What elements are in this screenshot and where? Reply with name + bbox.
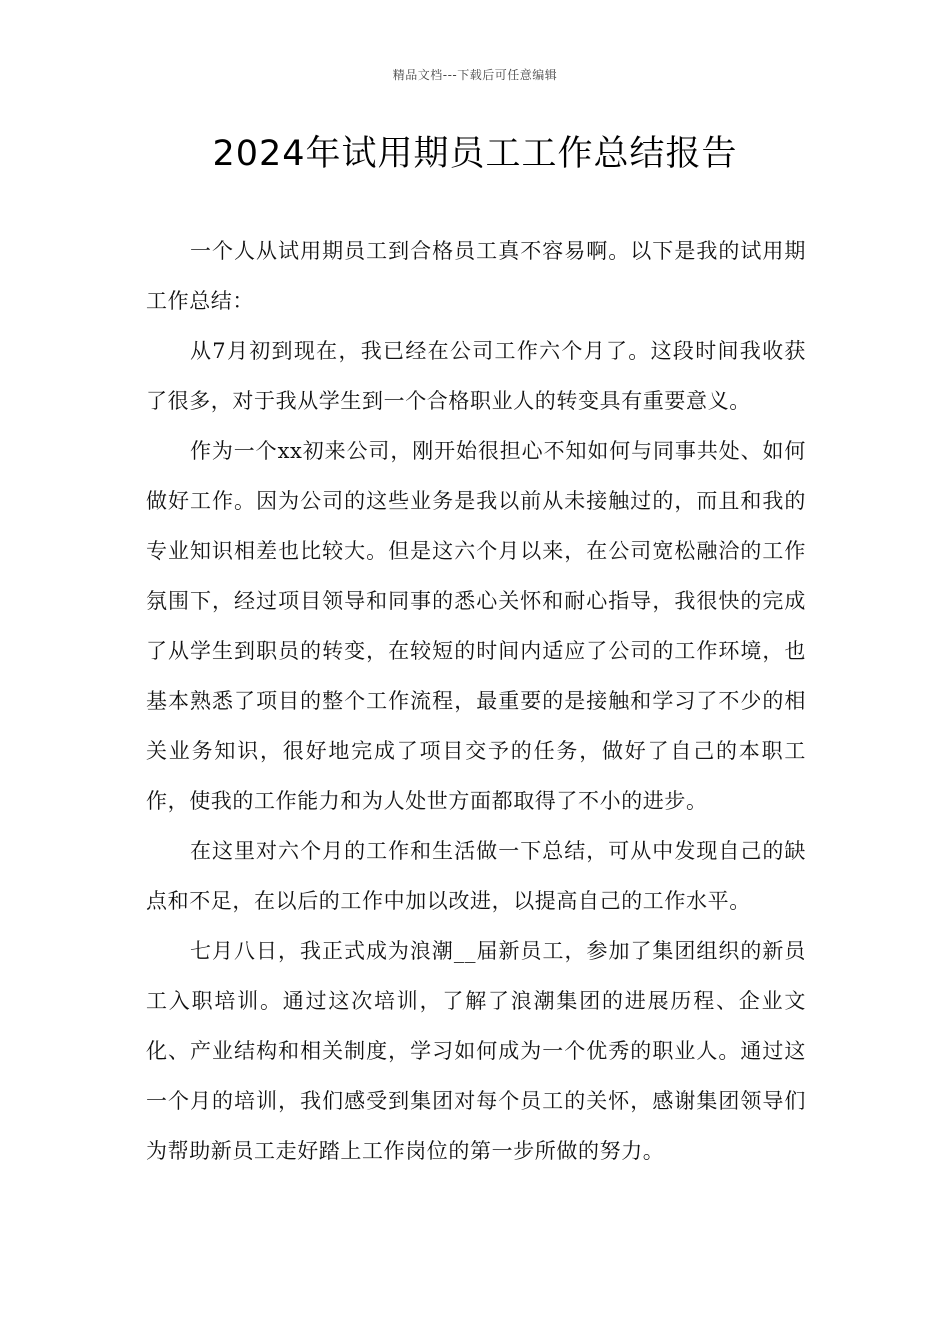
paragraph-4: 在这里对六个月的工作和生活做一下总结，可从中发现自己的缺点和不足，在以后的工作中加以改进，以提高自己的工作水平。 (146, 839, 806, 913)
header-note: 精品文档---下载后可任意编辑 (392, 68, 558, 82)
document-body (146, 226, 806, 1176)
paragraph-5: 七月八日，我正式成为浪潮__届新员工，参加了集团组织的新员工入职培训。通过这次培训，了解了浪潮集团的进展历程、企业文化、产业结构和相关制度，学习如何成为一个优秀的职业人。通过这一个月的培训，我们感受到集团对每个员工的关怀，感谢集团领导们为帮助新员工走好踏上工作岗位的第一步所做的努力。 (146, 939, 806, 1163)
paragraph-2: 从7月初到现在，我已经在公司工作六个月了。这段时间我收获了很多，对于我从学生到一个合格职业人的转变具有重要意义。 (146, 339, 806, 413)
paragraph-3: 作为一个xx初来公司，刚开始很担心不知如何与同事共处、如何做好工作。因为公司的这些业务是我以前从未接触过的，而且和我的专业知识相差也比较大。但是这六个月以来，在公司宽松融洽的工作氛围下，经过项目领导和同事的悉心关怀和耐心指导，我很快的完成了从学生到职员的转变，在较短的时间内适应了公司的工作环境，也基本熟悉了项目的整个工作流程，最重要的是接触和学习了不少的相关业务知识，很好地完成了项目交予的任务，做好了自己的本职工作，使我的工作能力和为人处世方面都取得了不小的进步。 (146, 439, 806, 813)
document-title: 2024年试用期员工工作总结报告 (212, 134, 738, 174)
paragraph-1: 一个人从试用期员工到合格员工真不容易啊。以下是我的试用期工作总结： (146, 239, 806, 313)
